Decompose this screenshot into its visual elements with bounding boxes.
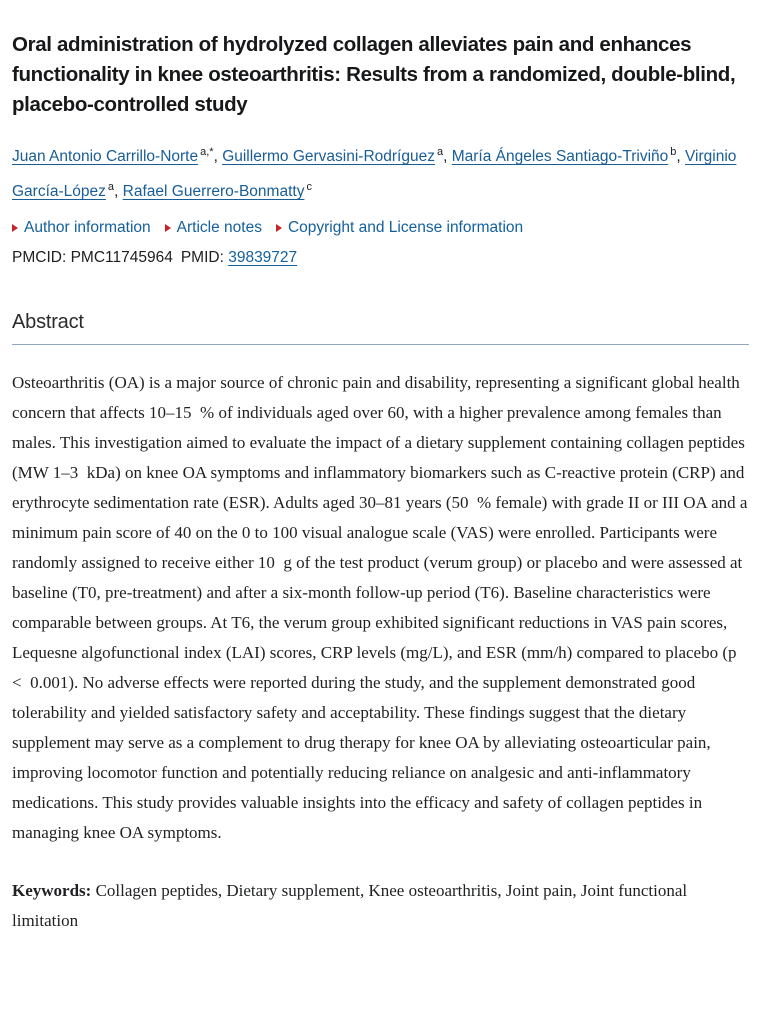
author-link[interactable]: Rafael Guerrero-Bonmatty (122, 183, 305, 201)
keywords-line (12, 876, 749, 936)
author-affiliation-superscript: a,* (200, 146, 214, 158)
pmcid-value: PMC11745964 (70, 249, 173, 267)
pmid-label: PMID: (180, 249, 224, 267)
pmid-link[interactable]: 39839727 (228, 249, 298, 267)
author-affiliation-superscript: a (107, 181, 115, 194)
keywords-label: Keywords: (12, 881, 92, 901)
author-link[interactable]: María Ángeles Santiago-Triviño (451, 148, 669, 166)
article-title: Oral administration of hydrolyzed collagen alleviates pain and enhances functionality in knee osteoarthritis: Results from a randomized, double-blind, placebo-controlled study (12, 33, 736, 116)
author-link[interactable]: Juan Antonio Carrillo-Norte (12, 148, 199, 166)
copyright-license-toggle[interactable] (276, 219, 523, 237)
author-information-toggle[interactable] (12, 219, 151, 237)
author-affiliation-superscript: b (670, 146, 677, 158)
author-affiliation-superscript: a (436, 146, 444, 158)
copyright-license-label: Copyright and License information (287, 219, 524, 237)
triangle-right-icon (276, 224, 282, 232)
abstract-heading: Abstract (12, 311, 749, 345)
article-notes-label: Article notes (176, 219, 262, 237)
article-notes-toggle[interactable] (165, 219, 262, 237)
pmcid-group (12, 249, 173, 266)
triangle-right-icon (12, 224, 18, 232)
author-information-label: Author information (24, 219, 151, 237)
pmcid-label: PMCID: (12, 249, 67, 267)
article-ids-row (12, 249, 749, 267)
pmid-group (181, 249, 297, 266)
disclosure-row (12, 219, 749, 237)
abstract-section (12, 311, 752, 936)
keywords-text: Collagen peptides, Dietary supplement, Knee osteoarthritis, Joint pain, Joint functional limitation (12, 881, 688, 931)
abstract-text: Osteoarthritis (OA) is a major source of chronic pain and disability, representing a significant global health concern that affects 10–15 % of individuals aged over 60, with a higher prevalence among females than males. This investigation aimed to evaluate the impact of a dietary supplement containing collagen peptides (MW 1–3 kDa) on knee OA symptoms and inflammatory biomarkers such as C-reactive protein (CRP) and erythrocyte sedimentation rate (ESR). Adults aged 30–81 years (50 % female) with grade II or III OA and a minimum pain score of 40 on the 0 to 100 visual analogue scale (VAS) were enrolled. Participants were randomly assigned to receive either 10 g of the test product (verum group) or placebo and were assessed at baseline (T0, pre-treatment) and after a six-month follow-up period (T6). Baseline characteristics were comparable between groups. At T6, the verum group exhibited significant reductions in VAS pain scores, Lequesne algofunctional index (LAI) scores, CRP levels (mg/L), and ESR (mm/h) compared to placebo (p < 0.001). No adverse effects were reported during the study, and the supplement demonstrated good tolerability and yielded satisfactory safety and acceptability. These findings suggest that the dietary supplement may serve as a complement to drug therapy for knee OA by alleviating osteoarticular pain, improving locomotor function and potentially reducing reliance on analgesic and anti-inflammatory medications. This study provides valuable insights into the efficacy and safety of collagen peptides in managing knee OA symptoms. (12, 373, 752, 843)
author-affiliation-superscript: c (306, 181, 312, 194)
author-link[interactable]: Guillermo Gervasini-Rodríguez (222, 148, 435, 166)
authors-line: Juan Antonio Carrillo-Norte $^{a,*}$, Guillermo Gervasini-Rodríguez $^a$, María Ángeles Santiago-Triviño $^b$, Virginio García-López $^a$, Rafael Guerrero-Bonmatty $^c$ (12, 146, 737, 201)
author-link[interactable]: Virginio García-López (12, 148, 737, 201)
triangle-right-icon (165, 224, 171, 232)
